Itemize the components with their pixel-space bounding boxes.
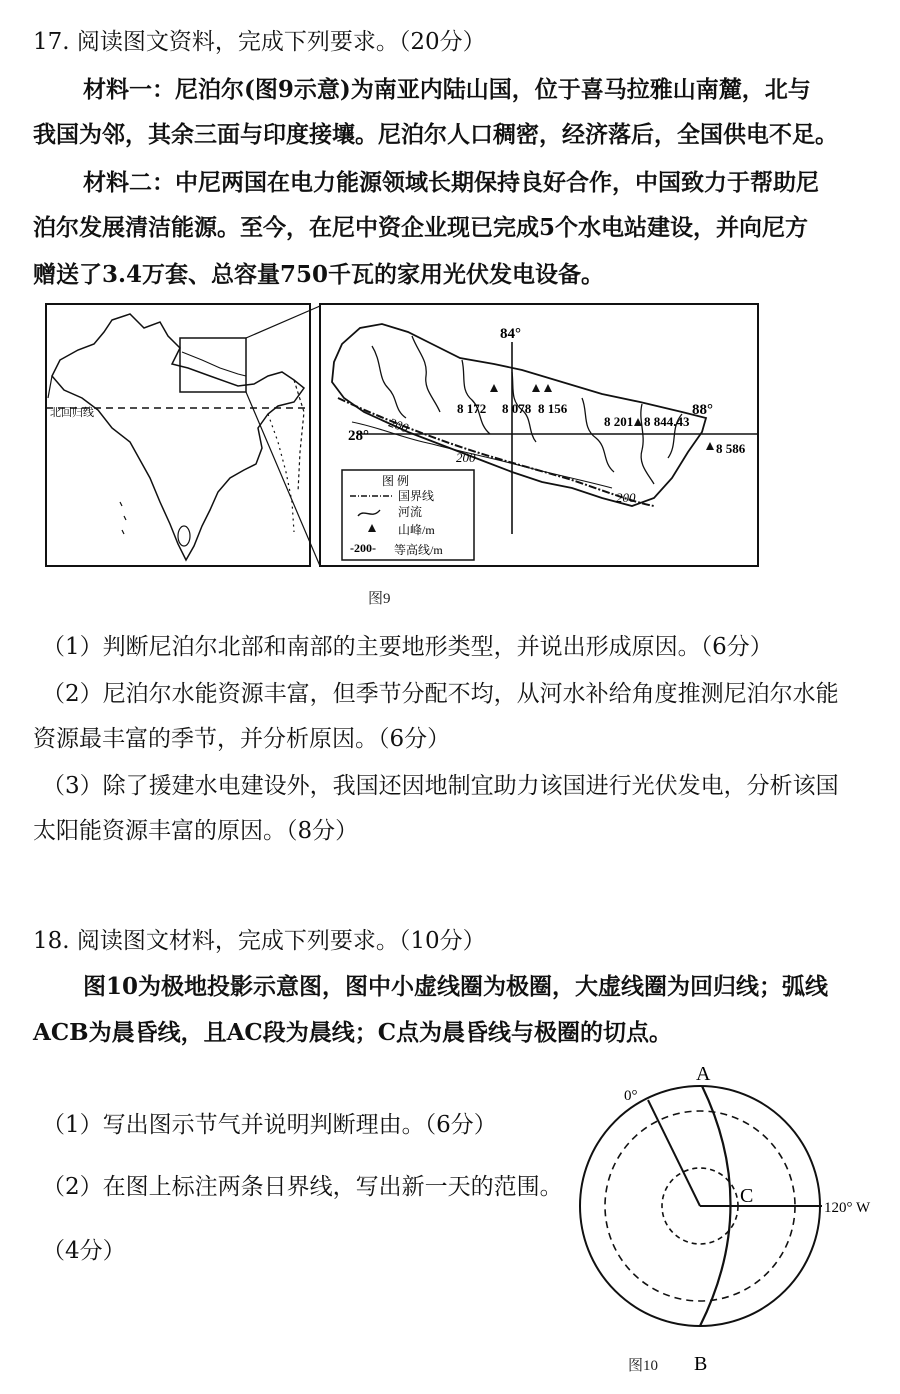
meridian-0 <box>648 1100 700 1206</box>
q17-title: 17. 阅读图文资料，完成下列要求。（20分） <box>33 29 486 55</box>
figure-9-caption: 图9 <box>368 591 391 607</box>
legend-title: 图 例 <box>382 474 410 488</box>
peak-5: 8 844.43 <box>644 414 690 429</box>
q17-material1-line1: 材料一：尼泊尔(图9示意)为南亚内陆山国，位于喜马拉雅山南麓，北与 <box>83 76 811 103</box>
q18-sub1: （1）写出图示节气并说明判断理由。（6分） <box>42 1112 497 1138</box>
q18-title: 18. 阅读图文材料，完成下列要求。（10分） <box>33 928 486 954</box>
label-C: C <box>740 1185 754 1207</box>
legend-river: 河流 <box>398 505 423 519</box>
q18-sub2: （2）在图上标注两条日界线，写出新一天的范围。 <box>42 1174 563 1200</box>
label-B: B <box>694 1353 708 1375</box>
peak-icon <box>532 384 540 392</box>
peak-icon <box>706 442 714 450</box>
q18-intro-line1: 图10为极地投影示意图，图中小虚线圈为极圈，大虚线圈为回归线；弧线 <box>83 973 829 1000</box>
peak-icon <box>544 384 552 392</box>
contour-label-3: 200 <box>616 490 636 505</box>
q17-material2-line1: 材料二：中尼两国在电力能源领域长期保持良好合作，中国致力于帮助尼 <box>83 169 819 196</box>
peak-1: 8 172 <box>457 401 487 416</box>
peak-3: 8 156 <box>538 401 568 416</box>
label-A: A <box>696 1063 711 1085</box>
tropic-label: 北回归线 <box>50 407 94 419</box>
q17-sub1: （1）判断尼泊尔北部和南部的主要地形类型，并说出形成原因。（6分） <box>42 634 773 660</box>
legend-border: 国界线 <box>398 489 435 503</box>
lat-28-label: 28° <box>348 428 369 444</box>
peak-4: 8 201 <box>604 414 634 429</box>
q17-sub3-line2: 太阳能资源丰富的原因。（8分） <box>33 818 359 844</box>
legend-peak: 山峰/m <box>398 523 435 537</box>
label-0deg: 0° <box>624 1088 638 1104</box>
contour-label-1: 200 <box>386 414 411 436</box>
peak-2: 8 078 <box>502 401 532 416</box>
lon-84-label: 84° <box>500 326 521 342</box>
india-outline <box>52 314 304 560</box>
contour-label-2: 200 <box>456 450 476 465</box>
peak-icon <box>490 384 498 392</box>
figure-9 <box>42 302 762 572</box>
q17-material1-line2: 我国为邻，其余三面与印度接壤。尼泊尔人口稠密，经济落后，全国供电不足。 <box>33 121 838 148</box>
q17-sub2-line1: （2）尼泊尔水能资源丰富，但季节分配不均，从河水补给角度推测尼泊尔水能 <box>42 681 839 707</box>
figure-10 <box>560 1056 890 1386</box>
q17-material2-line3: 赠送了3.4万套、总容量750千瓦的家用光伏发电设备。 <box>33 261 605 288</box>
peak-6: 8 586 <box>716 441 746 456</box>
q18-sub2-score: （4分） <box>42 1238 126 1264</box>
q17-sub2-line2: 资源最丰富的季节，并分析原因。（6分） <box>33 726 451 752</box>
label-120w: 120° W <box>824 1200 871 1216</box>
india-map-frame <box>46 304 310 566</box>
figure-10-caption: 图10 <box>628 1358 659 1374</box>
q17-material2-line2: 泊尔发展清洁能源。至今，在尼中资企业现已完成5个水电站建设，并向尼方 <box>33 214 809 241</box>
q18-intro-line2: ACB为晨昏线，且AC段为晨线；C点为晨昏线与极圈的切点。 <box>33 1019 673 1046</box>
lon-88-label: 88° <box>692 402 713 418</box>
legend-contour: 等高线/m <box>394 543 443 557</box>
sri-lanka <box>178 526 190 546</box>
legend-contour-value: -200- <box>350 541 376 555</box>
q17-sub3-line1: （3）除了援建水电建设外，我国还因地制宜助力该国进行光伏发电，分析该国 <box>42 773 839 799</box>
